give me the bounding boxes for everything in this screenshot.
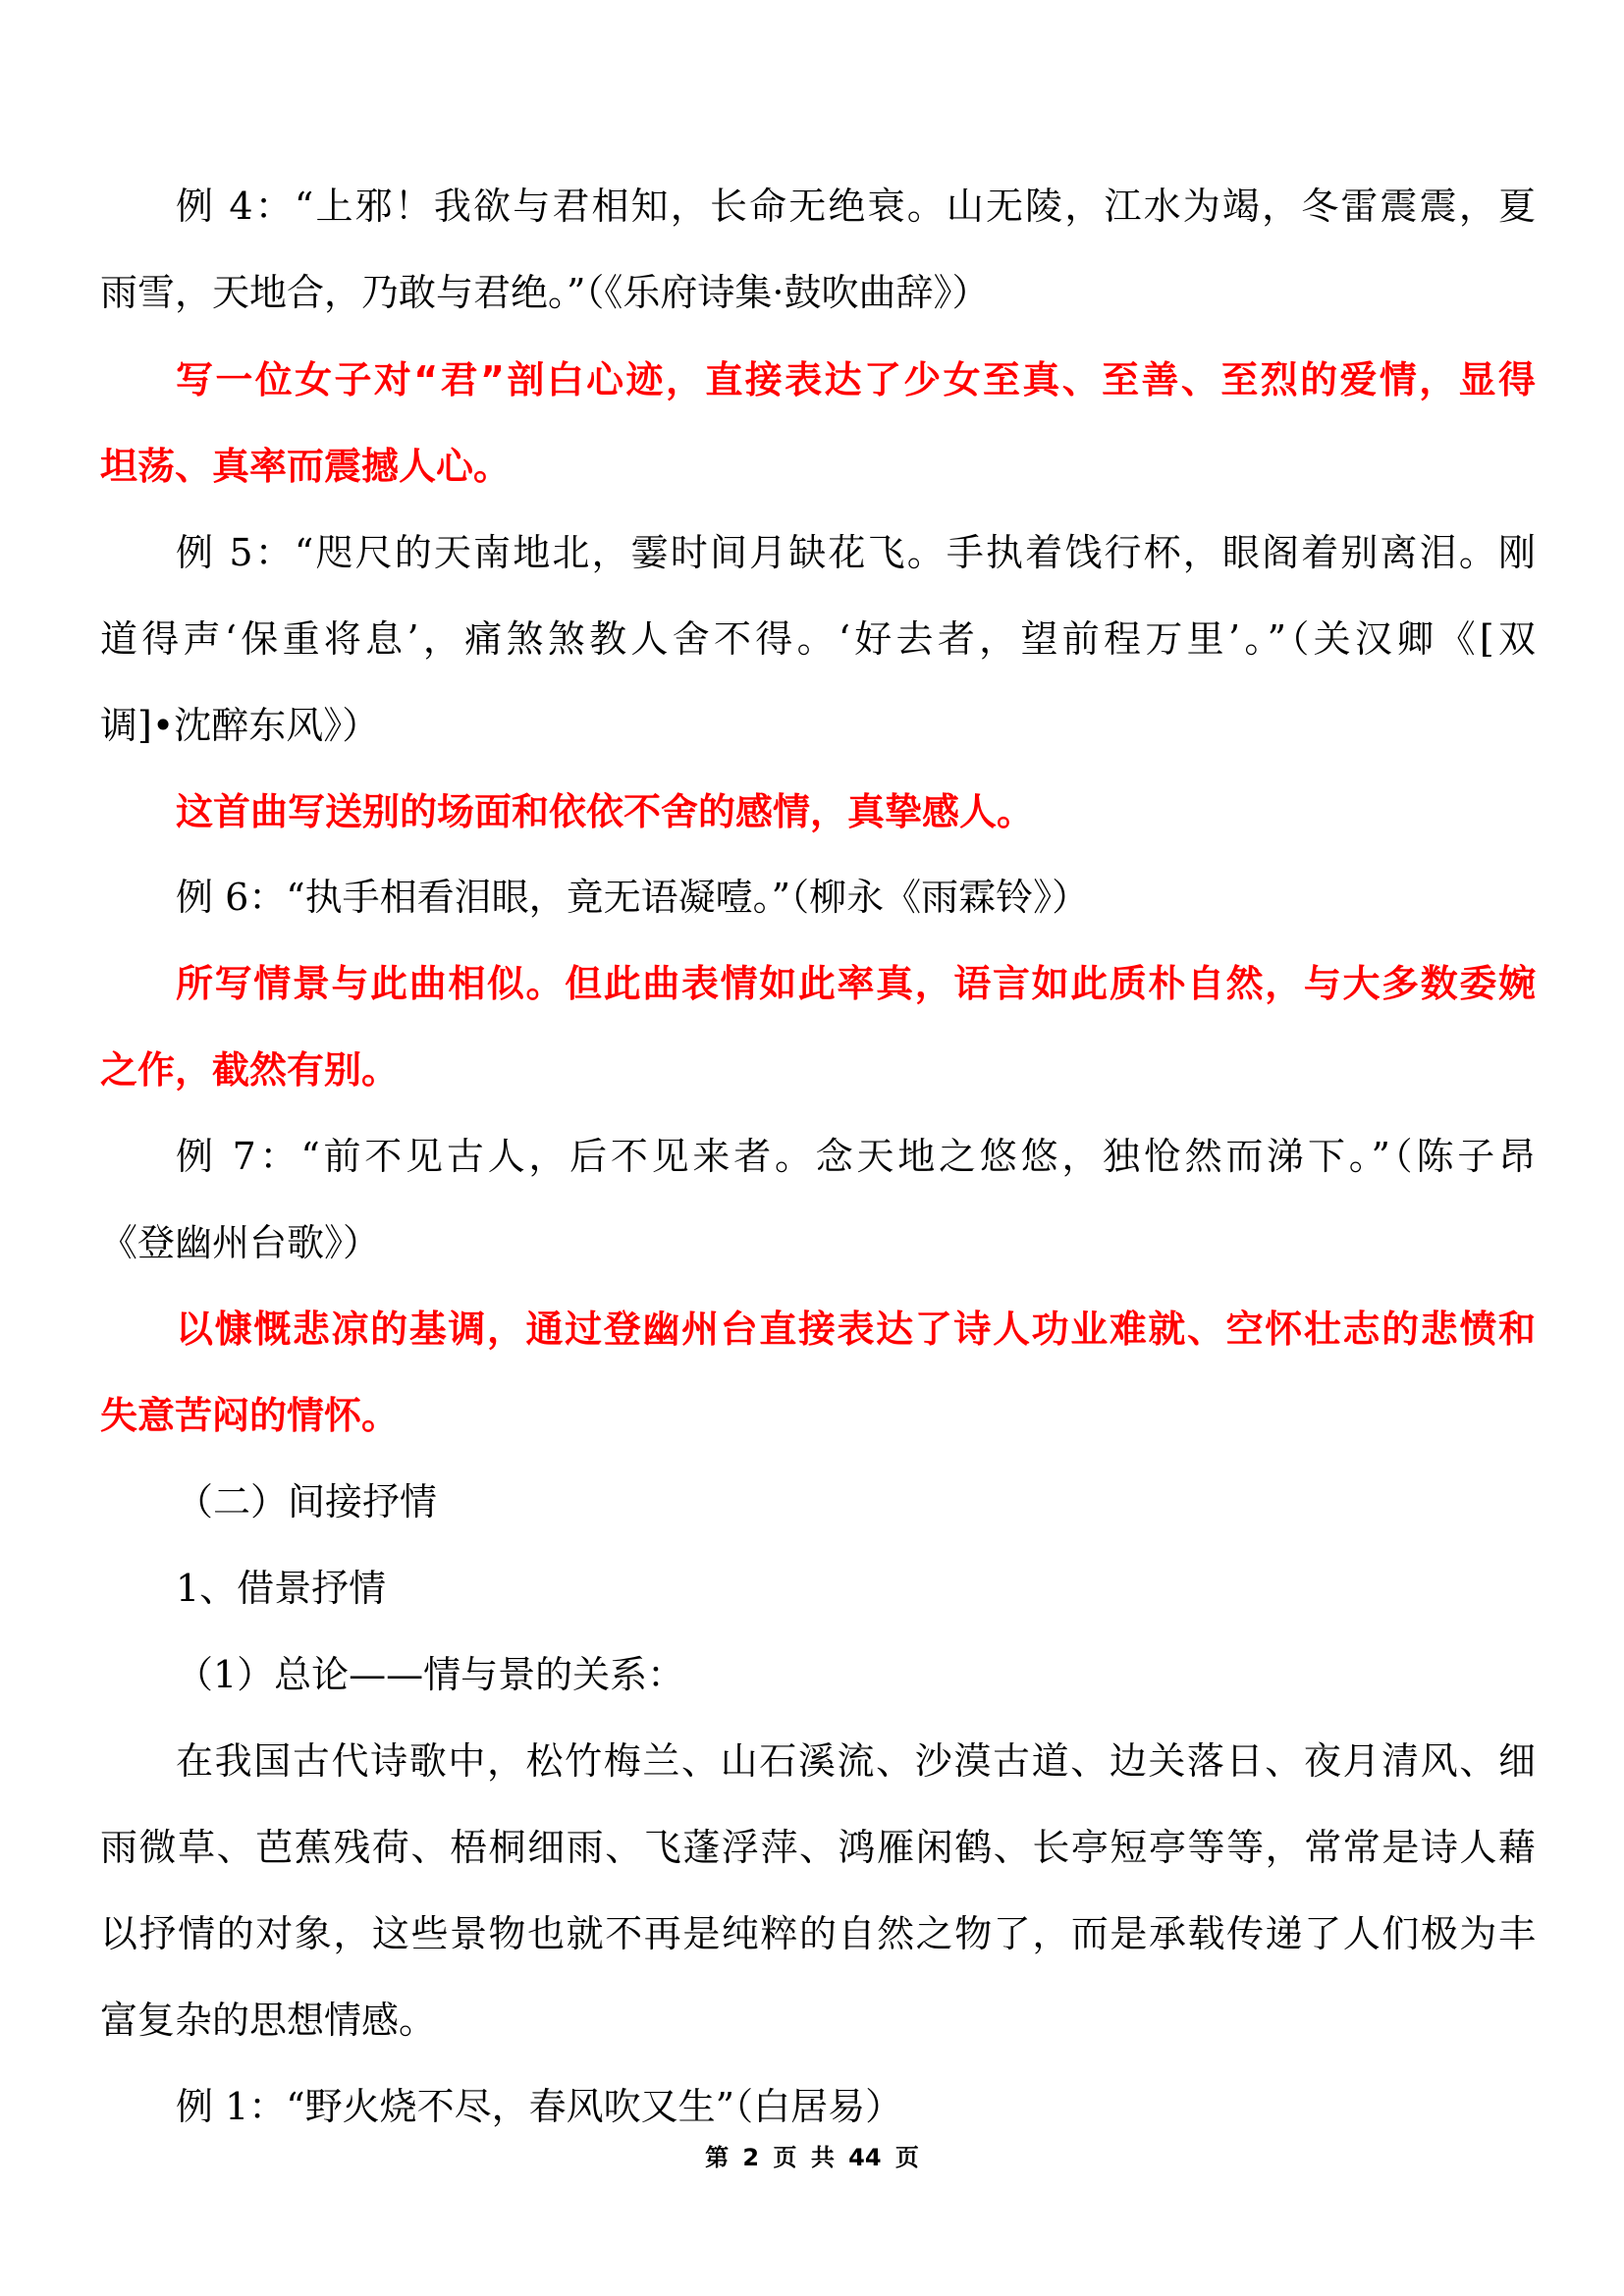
example-4-commentary-line-2: 坦荡、真率而震撼人心。 (100, 445, 512, 488)
example-6-quote: 例 6：“执手相看泪眼，竟无语凝噎。”（柳永《雨霖铃》） (176, 876, 1090, 919)
subsection-heading-overview: （1）总论——情与景的关系： (176, 1653, 685, 1696)
example-6-commentary-line-2: 之作，截然有别。 (100, 1048, 400, 1092)
example-5-quote-line-3: 调]•沈醉东风》） (100, 704, 380, 747)
example-7-quote-line-2: 《登幽州台歌》） (100, 1221, 381, 1264)
body-paragraph-line-3: 以抒情的对象，这些景物也就不再是纯粹的自然之物了，而是承载传递了人们极为丰 (100, 1912, 1536, 1955)
example-7-commentary-line-1: 以慷慨悲凉的基调，通过登幽州台直接表达了诗人功业难就、空怀壮志的悲愤和 (176, 1308, 1536, 1351)
example-1-quote: 例 1：“野火烧不尽，春风吹又生”（白居易） (176, 2085, 903, 2128)
subsection-heading-scene-lyricism: 1、借景抒情 (176, 1567, 387, 1610)
example-4-quote-line-2: 雨雪，天地合，乃敢与君绝。”（《乐府诗集·鼓吹曲辞》） (100, 271, 990, 314)
example-5-quote-line-1: 例 5：“咫尺的天南地北，霎时间月缺花飞。手执着饯行杯，眼阁着别离泪。刚 (176, 531, 1536, 574)
page-number-footer: 第 2 页 共 44 页 (705, 2144, 919, 2171)
body-paragraph-line-1: 在我国古代诗歌中，松竹梅兰、山石溪流、沙漠古道、边关落日、夜月清风、细 (176, 1739, 1536, 1783)
example-7-quote-line-1: 例 7：“前不见古人，后不见来者。念天地之悠悠，独怆然而涕下。”（陈子昂 (176, 1135, 1536, 1178)
example-6-commentary-line-1: 所写情景与此曲相似。但此曲表情如此率真，语言如此质朴自然，与大多数委婉 (176, 962, 1536, 1005)
body-paragraph-line-2: 雨微草、芭蕉残荷、梧桐细雨、飞蓬浮萍、鸿雁闲鹤、长亭短亭等等，常常是诗人藉 (100, 1826, 1536, 1869)
example-7-commentary-line-2: 失意苦闷的情怀。 (100, 1394, 400, 1437)
example-4-quote-line-1: 例 4：“上邪！我欲与君相知，长命无绝衰。山无陵，江水为竭，冬雷震震，夏 (176, 185, 1536, 228)
example-4-commentary-line-1: 写一位女子对“君”剖白心迹，直接表达了少女至真、至善、至烈的爱情，显得 (176, 358, 1536, 401)
section-heading-indirect-lyricism: （二）间接抒情 (176, 1480, 438, 1523)
example-5-quote-line-2: 道得声‘保重将息’，痛煞煞教人舍不得。‘好去者，望前程万里’。”（关汉卿《[双 (100, 617, 1536, 661)
example-5-commentary: 这首曲写送别的场面和依依不舍的感情，真挚感人。 (176, 790, 1035, 833)
body-paragraph-line-4: 富复杂的思想情感。 (100, 1999, 437, 2042)
